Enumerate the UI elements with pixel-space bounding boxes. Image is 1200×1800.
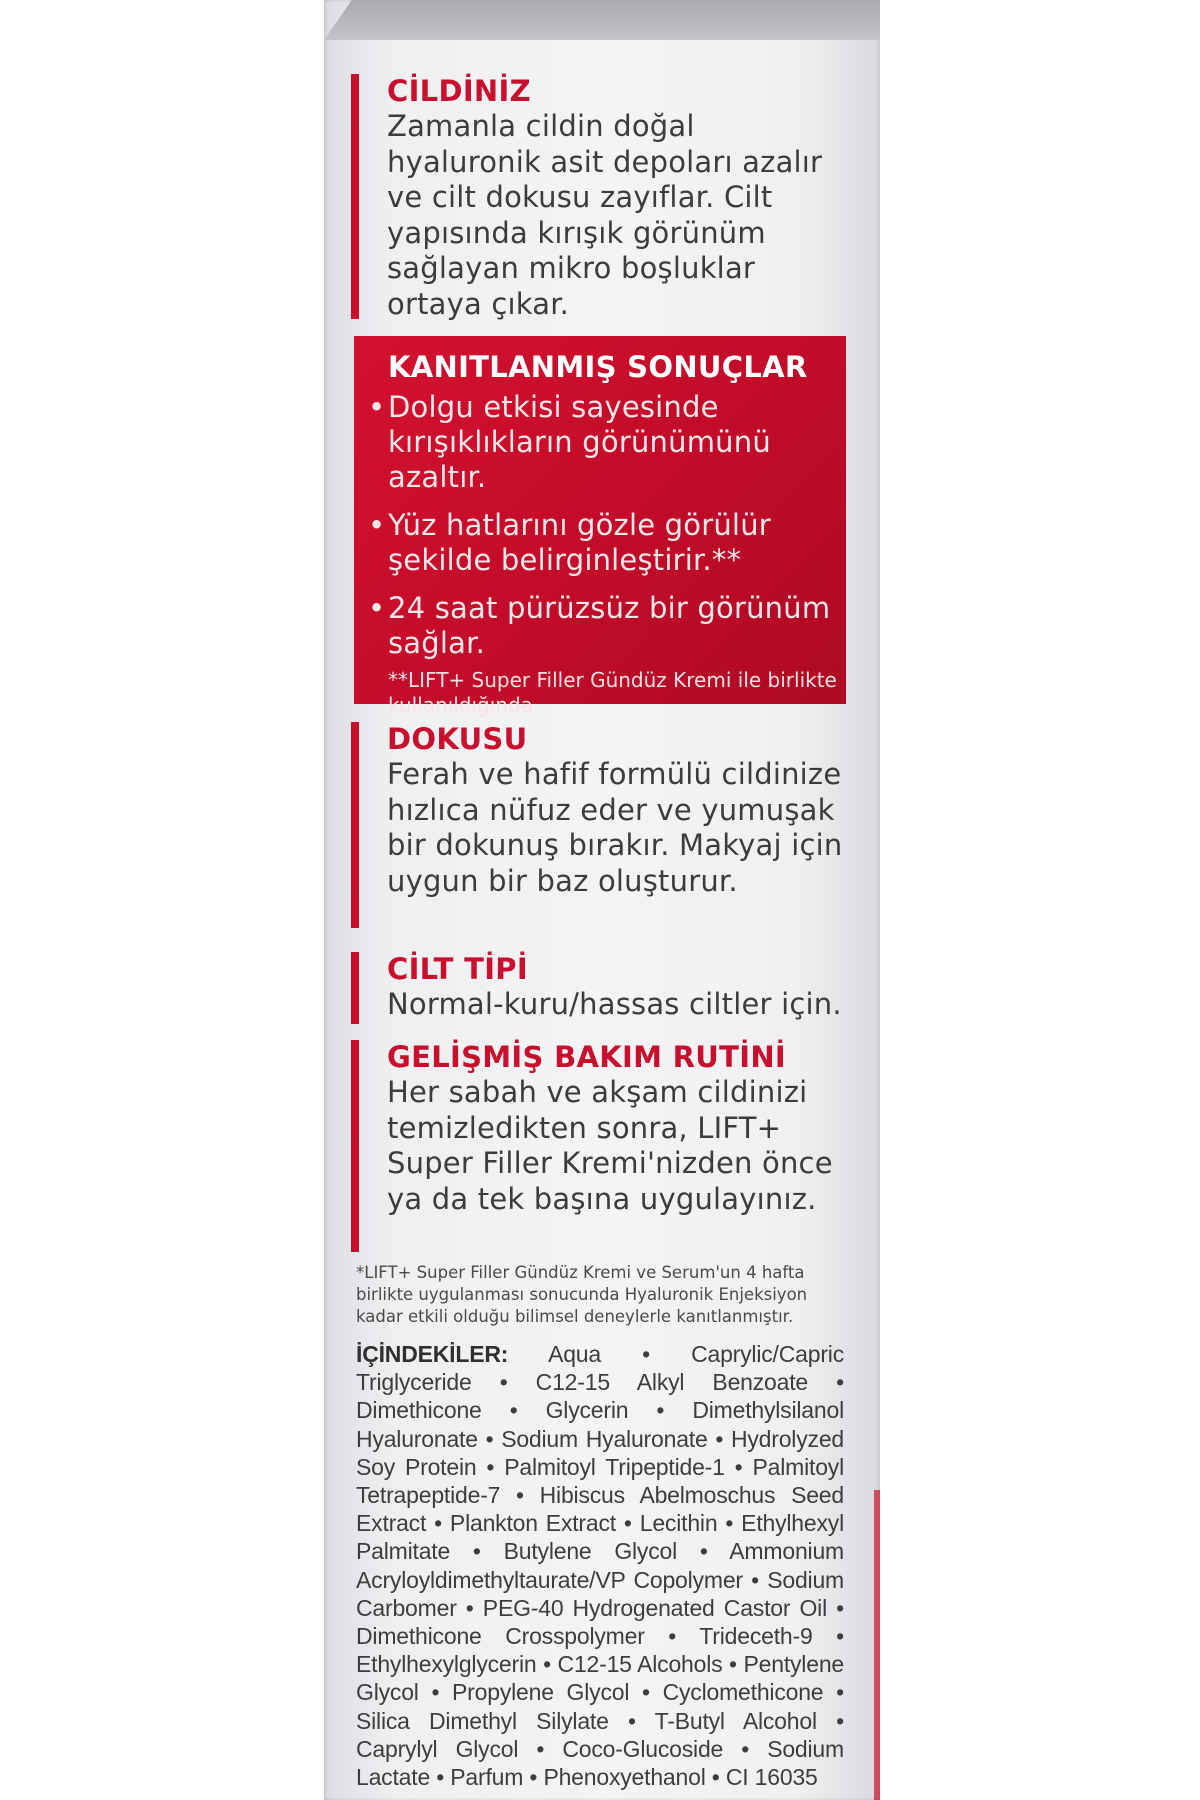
section-text: Ferah ve hafif formülü cildinize hızlıca nüfuz eder ve yumuşak bir dokunuş bırakır. Makyaj için uygun bir baz oluşturur. bbox=[387, 757, 843, 898]
ingredients-label: İÇİNDEKİLER: bbox=[356, 1341, 509, 1367]
results-bullet-text: Dolgu etkisi sayesinde kırışıklıkların görünümünü azaltır. bbox=[388, 390, 771, 494]
results-heading: KANITLANMIŞ SONUÇLAR bbox=[388, 350, 808, 384]
ingredients-list: Aqua • Caprylic/Capric Triglyceride • C12-15 Alkyl Benzoate • Dimethicone • Glycerin • Dimethylsilanol Hyaluronate • Sodium Hyaluronate • Hydrolyzed Soy Protein • Palmitoyl Tripeptide-1 • Palmitoyl Tetrapeptide-7 • Hibiscus Abelmoschus Seed Extract • Plankton Extract • Lecithin • Ethylhexyl Palmitate • Butylene Glycol • Ammonium Acryloyldimethyltaurate/VP Copolymer • Sodium Carbomer • PEG-40 Hydrogenated Castor Oil • Dimethicone Crosspolymer • Trideceth-9 • Ethylhexylglycerin • C12-15 Alcohols • Pentylene Glycol • Propylene Glycol • Cyclomethicone • Silica Dimethyl Silylate • T-Butyl Alcohol • Caprylyl Glycol • Coco-Glucoside • Sodium Lactate • Parfum • Phenoxyethanol • CI 16035 bbox=[356, 1341, 845, 1791]
section-text: Her sabah ve akşam cildinizi temizledikten sonra, LIFT+ Super Filler Kremi'nizden önce ya da tek başına uygulayınız. bbox=[387, 1075, 833, 1216]
results-bullet-text: 24 saat pürüzsüz bir görünüm sağlar. bbox=[388, 591, 831, 660]
section-texture bbox=[355, 722, 855, 899]
section-heading: GELİŞMİŞ BAKIM RUTİNİ bbox=[387, 1040, 786, 1074]
results-bullet bbox=[368, 591, 846, 661]
results-note: **LIFT+ Super Filler Gündüz Kremi ile birlikte kullanıldığında bbox=[388, 668, 837, 717]
package-edge-stripe bbox=[874, 1490, 880, 1800]
results-bullet bbox=[368, 390, 846, 495]
ingredients-block bbox=[356, 1340, 844, 1791]
footnote: *LIFT+ Super Filler Gündüz Kremi ve Serum'un 4 hafta birlikte uygulanması sonucunda Hyaluronik Enjeksiyon kadar etkili olduğu bilimsel deneylerle kanıtlanmıştır. bbox=[356, 1263, 808, 1326]
section-skin-type bbox=[355, 952, 855, 1023]
results-bullet-text: Yüz hatlarını gözle görülür şekilde belirginleştirir.** bbox=[388, 508, 771, 577]
results-bullet-list bbox=[368, 390, 846, 661]
section-accent-bar bbox=[351, 952, 359, 1024]
bullet-icon: • bbox=[368, 508, 386, 542]
bullet-icon: • bbox=[368, 591, 386, 625]
section-routine bbox=[355, 1040, 855, 1217]
results-bullet bbox=[368, 508, 846, 578]
package-top-fold bbox=[324, 0, 880, 40]
section-accent-bar bbox=[351, 1040, 359, 1252]
section-text: Normal-kuru/hassas ciltler için. bbox=[387, 987, 842, 1021]
section-skin bbox=[355, 74, 855, 322]
section-heading: CİLT TİPİ bbox=[387, 952, 528, 986]
section-accent-bar bbox=[351, 722, 359, 928]
section-text: Zamanla cildin doğal hyaluronik asit depoları azalır ve cilt dokusu zayıflar. Cilt yapısında kırışık görünüm sağlayan mikro boşluklar ortaya çıkar. bbox=[387, 109, 823, 321]
section-accent-bar bbox=[351, 74, 359, 319]
section-heading: CİLDİNİZ bbox=[387, 74, 531, 108]
results-panel bbox=[354, 336, 846, 717]
section-heading: DOKUSU bbox=[387, 722, 528, 756]
bullet-icon: • bbox=[368, 390, 386, 424]
